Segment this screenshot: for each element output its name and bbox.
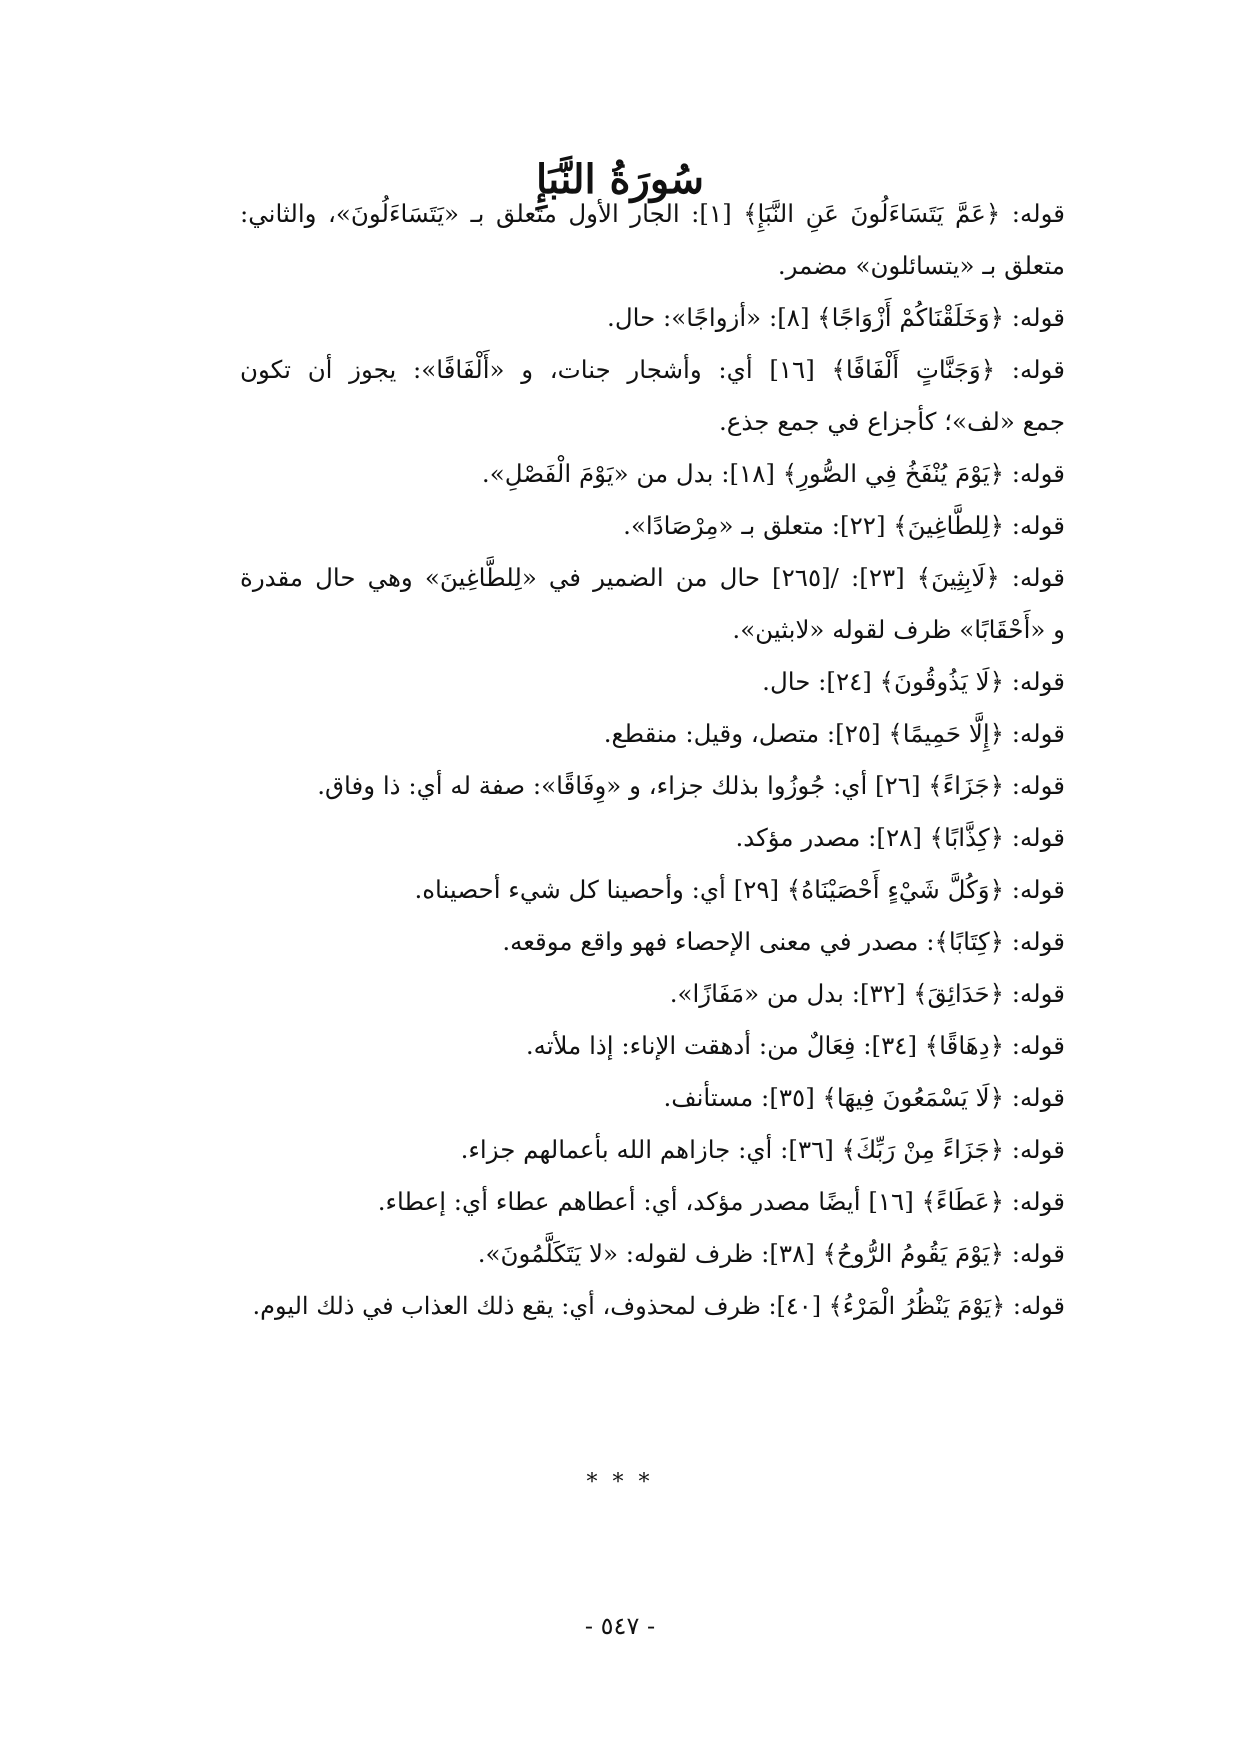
text-line: قوله: ﴿يَوْمَ يَنْظُرُ الْمَرْءُ﴾ [٤٠]: ظرف لمحذوف، أي: يقع ذلك العذاب في ذلك اليوم. [252,1292,1065,1320]
text-line: جمع «لف»؛ كأجزاع في جمع جذع. [719,407,1065,436]
text-line: متعلق بـ «يتسائلون» مضمر. [777,251,1065,280]
text-line: قوله: ﴿يَوْمَ يَقُومُ الرُّوحُ﴾ [٣٨]: ظرف لقوله: «لا يَتَكَلَّمُونَ». [477,1239,1065,1268]
text-line: قوله: ﴿عَمَّ يَتَسَاءَلُونَ عَنِ النَّبَإِ﴾ [١]: الجار الأول متعلق بـ «يَتَسَاءَلُونَ»، والثاني: [240,199,1065,228]
text-line: قوله: ﴿لِلطَّاغِينَ﴾ [٢٢]: متعلق بـ «مِرْصَادًا». [623,511,1065,540]
text-line: قوله: ﴿لَا يَذُوقُونَ﴾ [٢٤]: حال. [762,667,1065,696]
text-line: قوله: ﴿وَخَلَقْنَاكُمْ أَزْوَاجًا﴾ [٨]: «أزواجًا»: حال. [607,303,1065,332]
text-line: قوله: ﴿دِهَاقًا﴾ [٣٤]: فِعَالٌ من: أدهقت الإناء: إذا ملأته. [525,1031,1065,1060]
text-line: قوله: ﴿إِلَّا حَمِيمًا﴾ [٢٥]: متصل، وقيل: منقطع. [603,719,1065,748]
text-line: قوله: ﴿جَزَاءً مِنْ رَبِّكَ﴾ [٣٦]: أي: جازاهم الله بأعمالهم جزاء. [460,1135,1065,1164]
text-line: قوله: ﴿لَا يَسْمَعُونَ فِيهَا﴾ [٣٥]: مستأنف. [663,1083,1065,1112]
text-line: و «أَحْقَابًا» ظرف لقوله «لابثين». [732,615,1065,644]
text-line: قوله: ﴿جَزَاءً﴾ [٢٦] أي: جُوزُوا بذلك جزاء، و «وِفَاقًا»: صفة له أي: ذا وفاق. [317,771,1065,800]
text-line: قوله: ﴿كِتَابًا﴾: مصدر في معنى الإحصاء فهو واقع موقعه. [502,927,1065,956]
text-line: قوله: ﴿وَجَنَّاتٍ أَلْفَافًا﴾ [١٦] أي: وأشجار جنات، و «أَلْفَافًا»: يجوز أن تكون [240,355,1065,384]
text-line: قوله: ﴿عَطَاءً﴾ [١٦] أيضًا مصدر مؤكد، أي: أعطاهم عطاء أي: إعطاء. [377,1187,1065,1216]
surah-title: سُورَةُ النَّبَإِ [535,156,704,203]
page-number: - ٥٤٧ - [584,1612,656,1640]
text-line: قوله: ﴿وَكُلَّ شَيْءٍ أَحْصَيْنَاهُ﴾ [٢٩] أي: وأحصينا كل شيء أحصيناه. [414,875,1065,904]
section-divider: * * * [586,1470,654,1495]
text-line: قوله: ﴿لَابِثِينَ﴾ [٢٣]: /[٢٦٥] حال من الضمير في «لِلطَّاغِينَ» وهي حال مقدرة [240,563,1065,592]
text-line: قوله: ﴿حَدَائِقَ﴾ [٣٢]: بدل من «مَفَازًا». [669,979,1065,1008]
text-line: قوله: ﴿يَوْمَ يُنْفَخُ فِي الصُّورِ﴾ [١٨]: بدل من «يَوْمَ الْفَصْلِ». [481,459,1065,488]
text-line: قوله: ﴿كِذَّابًا﴾ [٢٨]: مصدر مؤكد. [735,823,1065,852]
